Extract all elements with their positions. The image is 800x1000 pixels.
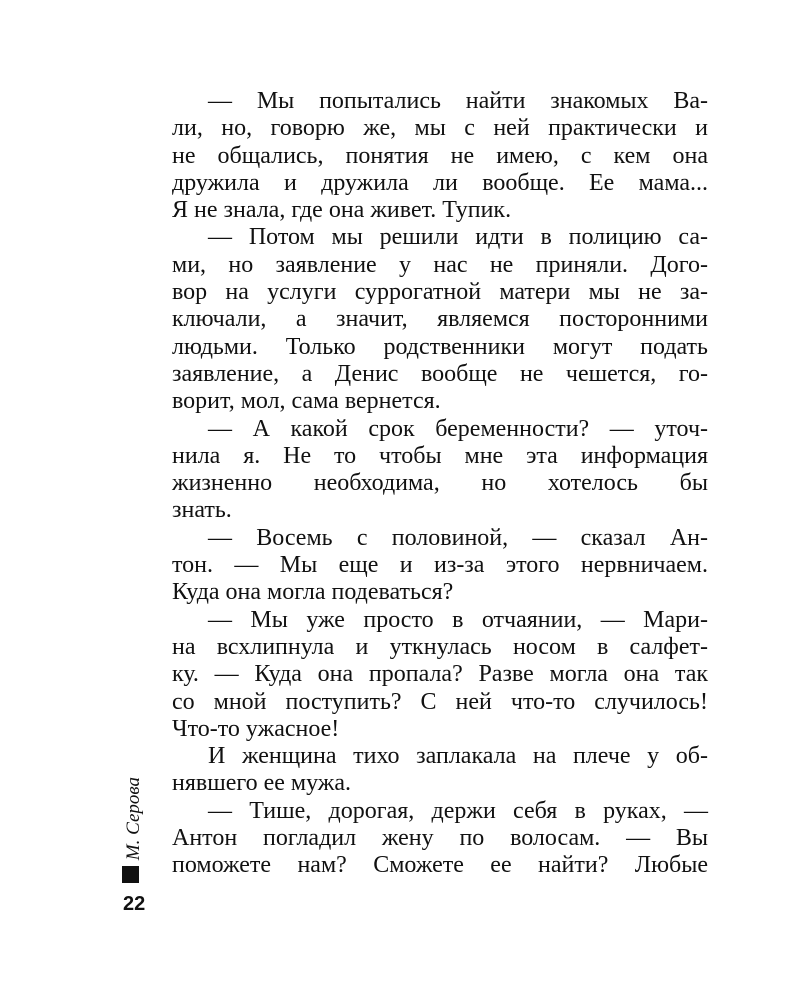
text-line: ворит, мол, сама вернется.	[172, 388, 441, 415]
text-line: ку. — Куда она пропала? Разве могла она так	[172, 661, 708, 688]
text-line: ключали, а значит, являемся посторонними	[172, 306, 708, 333]
text-line: И женщина тихо заплакала на плече у об-	[208, 743, 708, 770]
text-line: жизненно необходима, но хотелось бы	[172, 470, 708, 497]
text-line: заявление, а Денис вообще не чешется, го-	[172, 360, 708, 387]
text-line: людьми. Только родственники могут подать	[172, 333, 708, 360]
text-line: — Тише, дорогая, держи себя в руках, —	[208, 797, 708, 824]
text-line: — А какой срок беременности? — уточ-	[208, 415, 708, 442]
text-line: ли, но, говорю же, мы с ней практически и	[172, 115, 708, 142]
text-line: поможете нам? Сможете ее найти? Любые	[172, 852, 708, 879]
text-line: дружила и дружила ли вообще. Ее мама...	[172, 169, 708, 196]
text-line: нила я. Не то чтобы мне эта информация	[172, 442, 708, 469]
text-line: Антон погладил жену по волосам. — Вы	[172, 825, 708, 852]
text-line: — Потом мы решили идти в полицию са-	[208, 224, 708, 251]
text-line: — Восемь с половиной, — сказал Ан-	[208, 524, 708, 551]
text-line: Я не знала, где она живет. Тупик.	[172, 197, 512, 224]
text-line: Куда она могла подеваться?	[172, 579, 454, 606]
text-line: — Мы уже просто в отчаянии, — Мари-	[208, 606, 708, 633]
square-marker-icon	[122, 866, 139, 883]
text-line: ми, но заявление у нас не приняли. Дого-	[172, 251, 708, 278]
text-line: на всхлипнула и уткнулась носом в салфет-	[172, 633, 708, 660]
text-line: Что-то ужасное!	[172, 715, 340, 742]
text-line: со мной поступить? С ней что-то случилось!	[172, 688, 708, 715]
text-line: — Мы попытались найти знакомых Ва-	[208, 88, 708, 114]
text-line: знать.	[172, 497, 232, 524]
text-line: не общались, понятия не имею, с кем она	[172, 142, 708, 169]
page-number: 22	[123, 893, 146, 915]
text-line: нявшего ее мужа.	[172, 770, 352, 797]
body-text	[172, 88, 708, 880]
text-line: вор на услуги суррогатной матери мы не за-	[172, 279, 708, 306]
text-line: тон. — Мы еще и из-за этого нервничаем.	[172, 552, 708, 579]
author-name: М. Серова	[123, 776, 144, 860]
